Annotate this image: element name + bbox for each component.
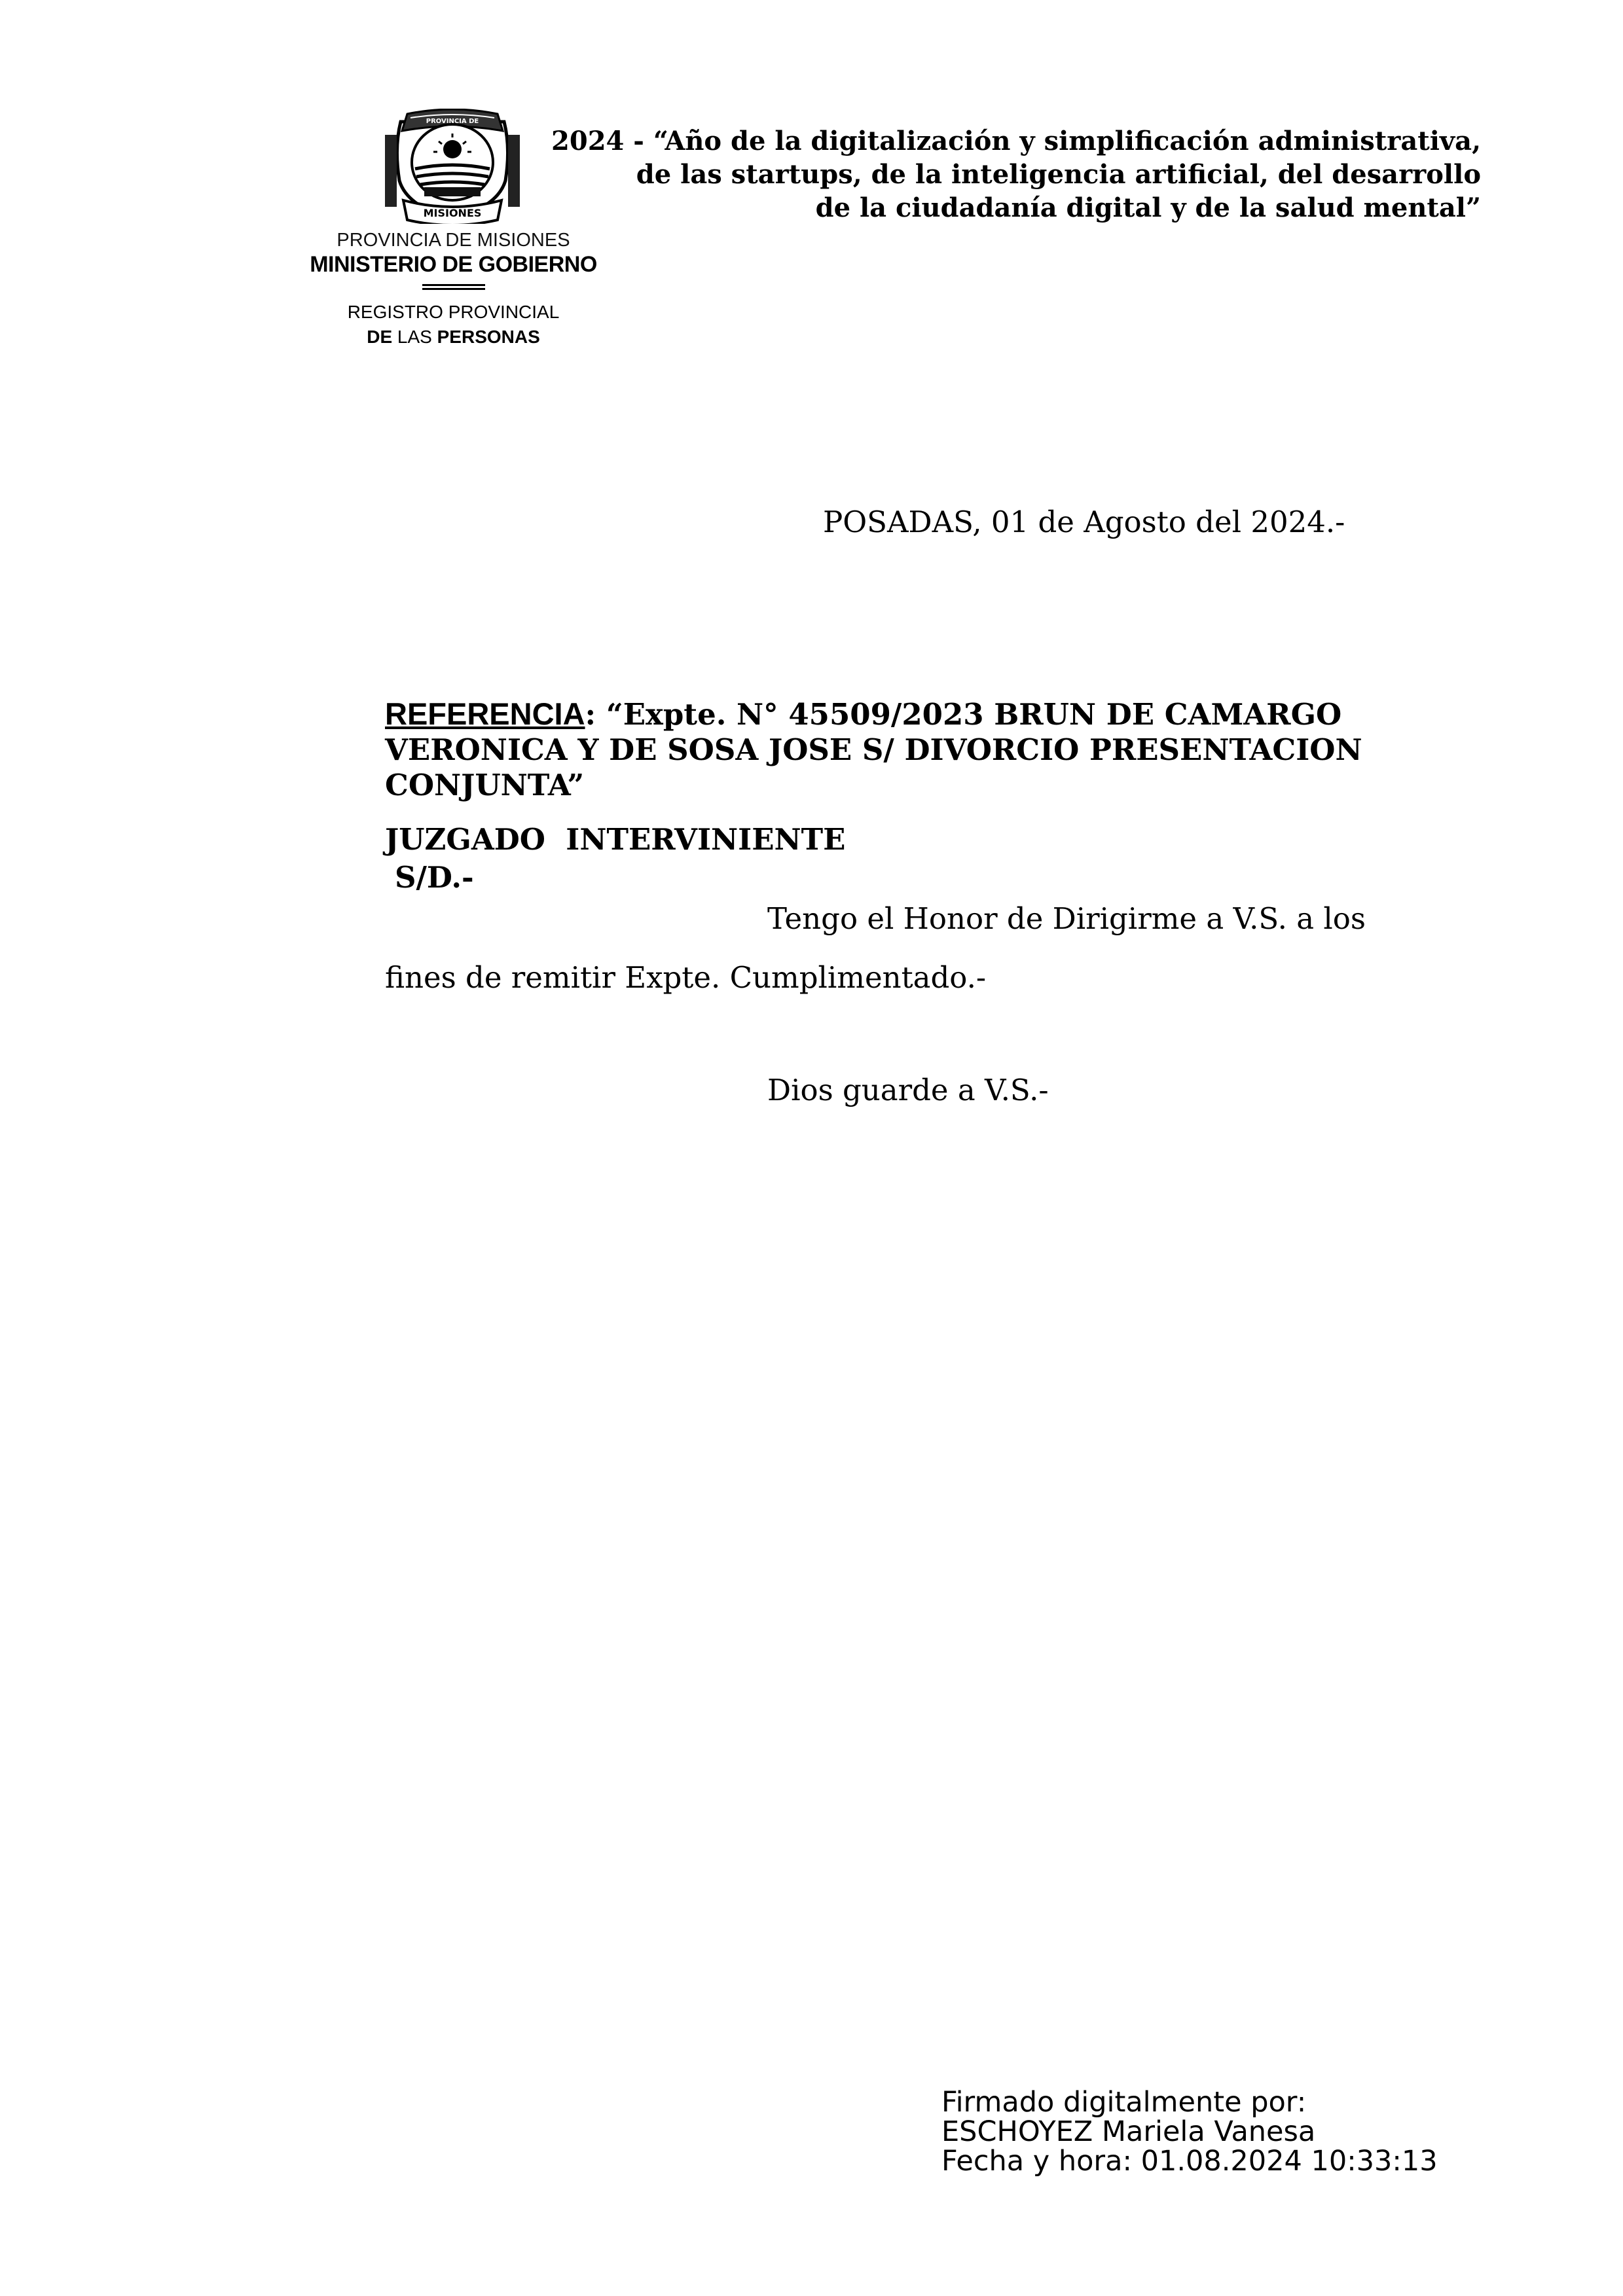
motto-line2: de las startups, de la inteligencia artificial, del desarrollo: [636, 159, 1481, 190]
province-name: PROVINCIA DE MISIONES: [337, 230, 570, 251]
registry-personas: PERSONAS: [437, 327, 540, 347]
reference-colon: :: [585, 697, 596, 732]
digital-signature: [941, 2088, 1438, 2176]
signature-heading: Firmado digitalmente por:: [941, 2086, 1307, 2119]
registry-line1: REGISTRO PROVINCIAL: [347, 302, 560, 322]
header-divider: [422, 284, 485, 290]
reference: [385, 696, 1485, 803]
motto-line1: 2024 - “Año de la digitalización y simplificación administrativa,: [551, 126, 1481, 156]
salutation: S/D.-: [395, 860, 474, 895]
year-motto: [458, 124, 1481, 224]
farewell: Dios guarde a V.S.-: [767, 1073, 1049, 1107]
registry-header: [308, 300, 599, 350]
reference-label: REFERENCIA: [385, 696, 585, 731]
reference-text: “Expte. N° 45509/2023 BRUN DE CAMARGO VERONICA Y DE SOSA JOSE S/ DIVORCIO PRESENTACION CONJUNTA”: [385, 697, 1362, 802]
registry-line2: [308, 325, 599, 350]
body-line2: fines de remitir Expte. Cumplimentado.-: [385, 960, 987, 995]
signature-datetime: Fecha y hora: 01.08.2024 10:33:13: [941, 2145, 1438, 2178]
addressee: JUZGADO INTERVINIENTE: [385, 822, 846, 857]
svg-text:PROVINCIA DE: PROVINCIA DE: [426, 118, 479, 125]
registry-las: LAS: [397, 327, 432, 347]
ministry-name: MINISTERIO DE GOBIERNO: [310, 252, 597, 277]
ministry-header: [275, 229, 632, 290]
motto-line3: de la ciudadanía digital y de la salud mental”: [815, 192, 1481, 223]
signer-name: ESCHOYEZ Mariela Vanesa: [941, 2115, 1316, 2148]
svg-text:MISIONES: MISIONES: [423, 207, 482, 219]
body-line1: Tengo el Honor de Dirigirme a V.S. a los: [767, 901, 1366, 936]
place-date: POSADAS, 01 de Agosto del 2024.-: [823, 505, 1345, 539]
registry-de: DE: [367, 327, 393, 347]
